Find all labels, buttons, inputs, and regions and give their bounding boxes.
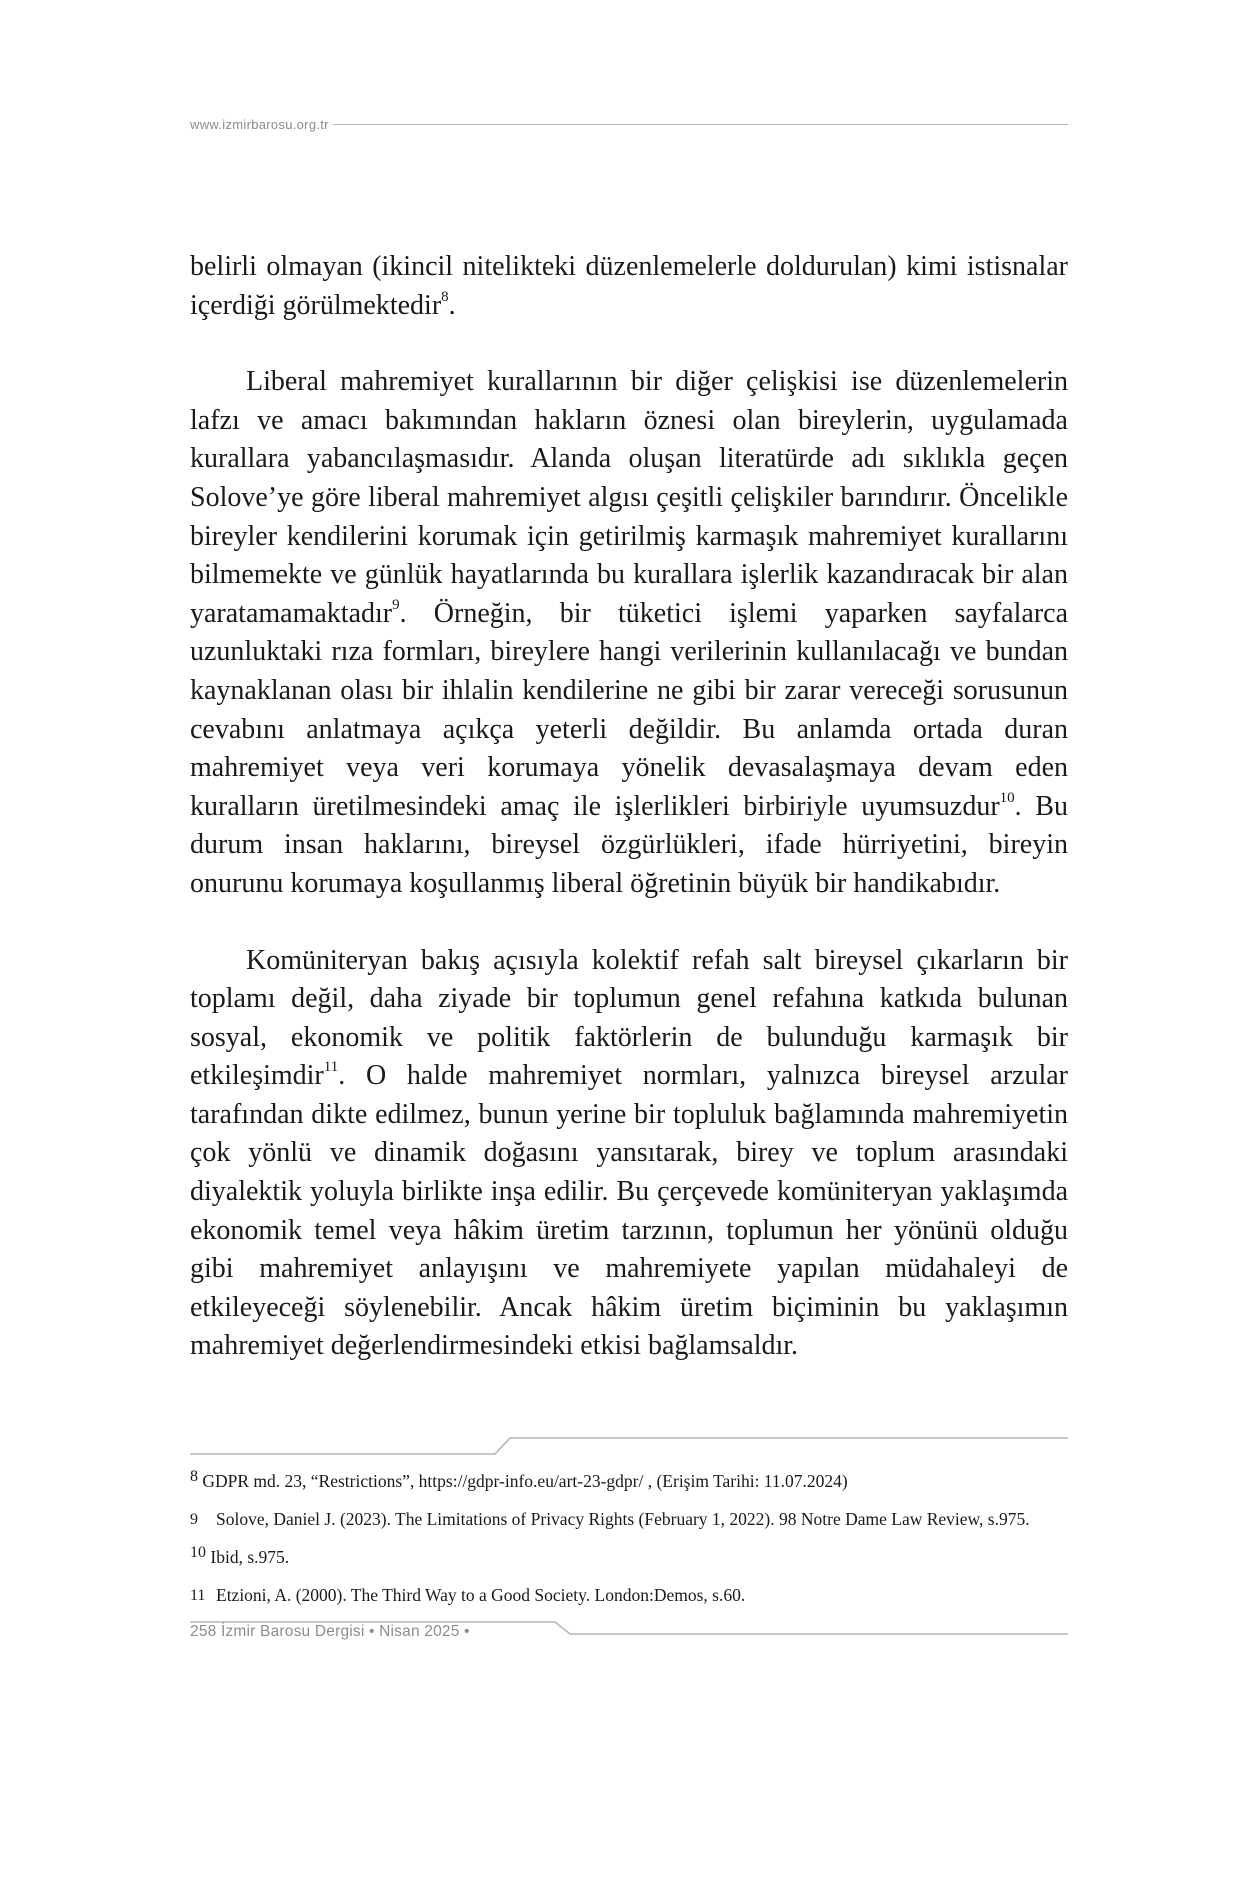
paragraph-2-text-c: . Bu durum insan haklarını, bireysel özgürlükleri, ifade hürriyetini, bireyin onurunu korumaya koşullanmış liberal öğretinin büyük bir handikabıdır.	[190, 790, 1068, 899]
paragraph-2-text-a: Liberal mahremiyet kurallarının bir diğer çelişkisi ise düzenlemelerin lafzı ve amacı bakımından hakların öznesi olan bireylerin, uygulamada kurallara yabancılaşmasıdır. Alanda oluşan literatürde adı sıklıkla geçen Solove’ye göre liberal mahremiyet algısı çeşitli çelişkiler barındırır. Öncelikle bireyler kendilerini korumak için getirilmiş karmaşık mahremiyet kurallarını bilmemekte ve günlük hayatlarında bu kurallara işlerlik kazandıracak bir alan yaratamamaktadır	[190, 366, 1068, 629]
footnote-number: 9	[190, 1511, 198, 1528]
paragraph-2-text-b: . Örneğin, bir tüketici işlemi yaparken sayfalarca uzunluktaki rıza formları, bireylere hangi verilerinin kullanılacağı ve bundan kaynaklanan olası bir ihlalin kendilerine ne gibi bir zarar vereceği sorusunun cevabını anlatmaya açıkça yeterli değildir. Bu anlamda ortada duran mahremiyet veya veri korumaya yönelik devasalaşmaya devam eden kuralların üretilmesindeki amaç ile işlerlikleri birbiriyle uyumsuzdur	[190, 597, 1068, 822]
footnote-ref-11: 11	[323, 1059, 339, 1076]
footnote-text: Solove, Daniel J. (2023). The Limitations of Privacy Rights (February 1, 2022). 98 Notre Dame Law Review, s.975.	[216, 1509, 1030, 1529]
paragraph-1	[190, 248, 1068, 325]
footnote-ref-9: 9	[392, 596, 400, 613]
paragraph-3-text-a: Komüniteryan bakış açısıyla kolektif refah salt bireysel çıkarların bir toplamı değil, daha ziyade bir toplumun genel refahına katkıda bulunan sosyal, ekonomik ve politik faktörlerin de bulunduğu karmaşık bir etkileşimdir	[190, 944, 1068, 1092]
running-footer	[190, 1620, 1068, 1650]
running-header	[190, 112, 1068, 136]
paragraph-3-text-b: . O halde mahremiyet normları, yalnızca bireysel arzular tarafından dikte edilmez, bunun yerine bir topluluk bağlamında mahremiyetin çok yönlü ve dinamik doğasını yansıtarak, birey ve toplum arasındaki diyalektik yoluyla birlikte inşa edilir. Bu çerçevede komüniteryan yaklaşımda ekonomik temel veya hâkim üretim tarzının, toplumun her yönünü olduğu gibi mahremiyet anlayışını ve mahremiyete yapılan müdahaleyi de etkileyeceği söylenebilir. Ancak hâkim üretim biçiminin bu yaklaşımın mahremiyet değerlendirmesindeki etkisi bağlamsaldır.	[190, 1060, 1068, 1362]
footnote-text: GDPR md. 23, “Restrictions”, https://gdpr-info.eu/art-23-gdpr/ , (Erişim Tarihi: 11.07.2024)	[198, 1471, 848, 1491]
footnote-text: Ibid, s.975.	[206, 1547, 290, 1567]
footnote-number: 10	[190, 1544, 206, 1561]
header-rule	[333, 124, 1068, 125]
footnote-11	[190, 1582, 1068, 1608]
footnote-separator	[190, 1434, 1068, 1458]
footnote-number: 11	[190, 1587, 206, 1604]
paragraph-1-text: belirli olmayan (ikincil nitelikteki düzenlemelerle doldurulan) kimi istisnalar içerdiği görülmektedir	[190, 251, 1068, 321]
footnote-9	[190, 1506, 1068, 1532]
body-text	[190, 248, 1068, 1366]
footnote-ref-8: 8	[441, 288, 449, 305]
paragraph-3	[190, 942, 1068, 1367]
footnote-10	[190, 1544, 1068, 1570]
footer-text: 258 İzmir Barosu Dergisi • Nisan 2025 •	[190, 1623, 470, 1640]
footnote-8	[190, 1468, 1068, 1494]
footnote-number: 8	[190, 1468, 198, 1485]
footnote-text: Etzioni, A. (2000). The Third Way to a Good Society. London:Demos, s.60.	[216, 1585, 746, 1605]
footnotes	[190, 1468, 1068, 1620]
paragraph-2	[190, 363, 1068, 903]
header-url: www.izmirbarosu.org.tr	[190, 116, 329, 132]
footnote-ref-10: 10	[999, 789, 1015, 806]
paragraph-1-end: .	[448, 289, 456, 321]
